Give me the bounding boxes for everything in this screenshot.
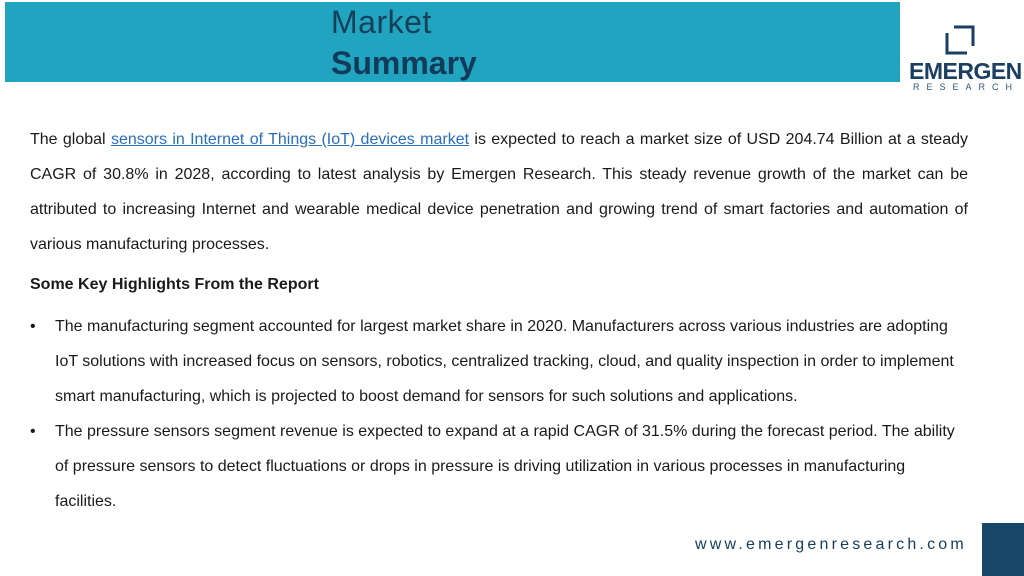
emergen-logo <box>906 22 1021 94</box>
highlight-text-2: The pressure sensors segment revenue is expected to expand at a rapid CAGR of 31.5% during the forecast period. The ability of pressure sensors to detect fluctuations or drops in pressure is driving utilization in various processes in manufacturing facilities. <box>55 423 955 510</box>
bullet-icon: • <box>30 423 36 440</box>
emergen-square-icon <box>944 24 976 56</box>
intro-text-start: The global <box>30 131 111 148</box>
corner-accent-block <box>982 523 1024 576</box>
highlight-item-1 <box>30 309 968 414</box>
summary-content <box>30 122 968 519</box>
market-report-link[interactable]: sensors in Internet of Things (IoT) devices market <box>110 131 470 148</box>
logo-wordmark: EMERGEN <box>909 58 1022 84</box>
highlight-item-2 <box>30 414 968 519</box>
highlights-list <box>30 309 968 519</box>
title-summary: Summary <box>331 45 477 81</box>
logo-subtitle: RESEARCH <box>912 82 1019 92</box>
highlight-text-1: The manufacturing segment accounted for largest market share in 2020. Manufacturers across various industries are adopting IoT solutions with increased focus on sensors, robotics, centralized tracking, cloud, and quality inspection in order to implement smart manufacturing, which is projected to boost demand for sensors for such solutions and applications. <box>55 318 954 405</box>
bullet-icon: • <box>30 318 36 335</box>
title-market: Market <box>331 4 432 40</box>
intro-paragraph <box>30 122 968 262</box>
highlights-heading: Some Key Highlights From the Report <box>30 276 319 293</box>
website-url[interactable]: www.emergenresearch.com <box>695 536 967 553</box>
intro-text-rest: is expected to reach a market size of USD 204.74 Billion at a steady CAGR of 30.8% in 2028, according to latest analysis by Emergen Research. This steady revenue growth of the market can be attributed to increasing Internet and wearable medical device penetration and growing trend of smart factories and automation of various manufacturing processes. <box>30 131 968 253</box>
